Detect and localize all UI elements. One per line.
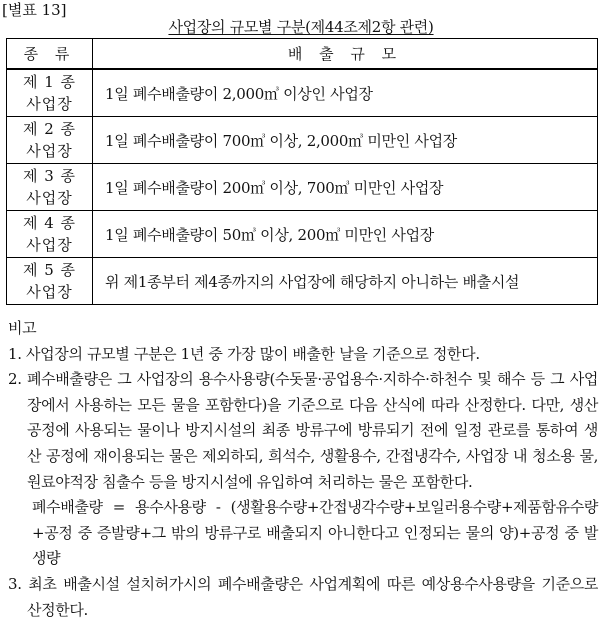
notes-section: [8, 316, 598, 623]
business-category-cell: 제 3 종 사업장: [7, 164, 93, 211]
header-category: 종 류: [7, 39, 93, 70]
table-row: [7, 164, 598, 211]
business-scale-table: [6, 38, 598, 305]
table-title: [0, 17, 602, 37]
note-item-3: 3. 최초 배출시설 설치허가시의 폐수배출량은 사업계획에 따른 예상용수사용량을 기준으로 산정한다.: [8, 574, 598, 619]
notes-heading: 비고: [8, 319, 37, 337]
table-body: [7, 69, 598, 305]
business-category-cell: 제 2 종 사업장: [7, 117, 93, 164]
appendix-label: [별표 13]: [2, 1, 67, 19]
business-category-cell: 제 5 종 사업장: [7, 258, 93, 305]
table-row: [7, 211, 598, 258]
business-category-cell: 제 1 종 사업장: [7, 69, 93, 117]
note-item-2: 2. 폐수배출량은 그 사업장의 용수사용량(수돗물·공업용수·지하수·하천수 및 해수 등 그 사업장에서 사용하는 모든 물을 포함한다)을 기준으로 다음 산식에 따라 산정한다. 다만, 생산 공정에 사용되는 물이나 방지시설의 최종 방류구에 방류되기 전에 일정 관로를 통하여 생산 공정에 재이용되는 물은 제외하되, 희석수, 생활용수, 간접냉각수, 사업장 내 청소용 물, 원료야적장 침출수 등을 방지시설에 유입하여 처리하는 물은 포함한다.: [8, 370, 598, 491]
discharge-scale-cell: 1일 폐수배출량이 50㎥ 이상, 200㎥ 미만인 사업장: [93, 211, 598, 258]
table-header-row: [7, 39, 598, 70]
business-category-cell: 제 4 종 사업장: [7, 211, 93, 258]
discharge-scale-cell: 1일 폐수배출량이 2,000㎥ 이상인 사업장: [93, 69, 598, 117]
table-row: [7, 69, 598, 117]
table-row: [7, 117, 598, 164]
header-scale: 배 출 규 모: [93, 39, 598, 70]
table-row: [7, 258, 598, 305]
table-title-text: 사업장의 규모별 구분(제44조제2항 관련): [168, 18, 434, 36]
discharge-scale-cell: 위 제1종부터 제4종까지의 사업장에 해당하지 아니하는 배출시설: [93, 258, 598, 305]
note-item-1: 1. 사업장의 규모별 구분은 1년 중 가장 많이 배출한 날을 기준으로 정한다.: [8, 344, 480, 363]
wastewater-formula: 폐수배출량 = 용수사용량 - (생활용수량+간접냉각수량+보일러용수량+제품함유수량+공정 중 증발량+그 밖의 방류구로 배출되지 아니한다고 인정되는 물의 양)+공정 중 발생량: [32, 498, 598, 568]
discharge-scale-cell: 1일 폐수배출량이 200㎥ 이상, 700㎥ 미만인 사업장: [93, 164, 598, 211]
discharge-scale-cell: 1일 폐수배출량이 700㎥ 이상, 2,000㎥ 미만인 사업장: [93, 117, 598, 164]
